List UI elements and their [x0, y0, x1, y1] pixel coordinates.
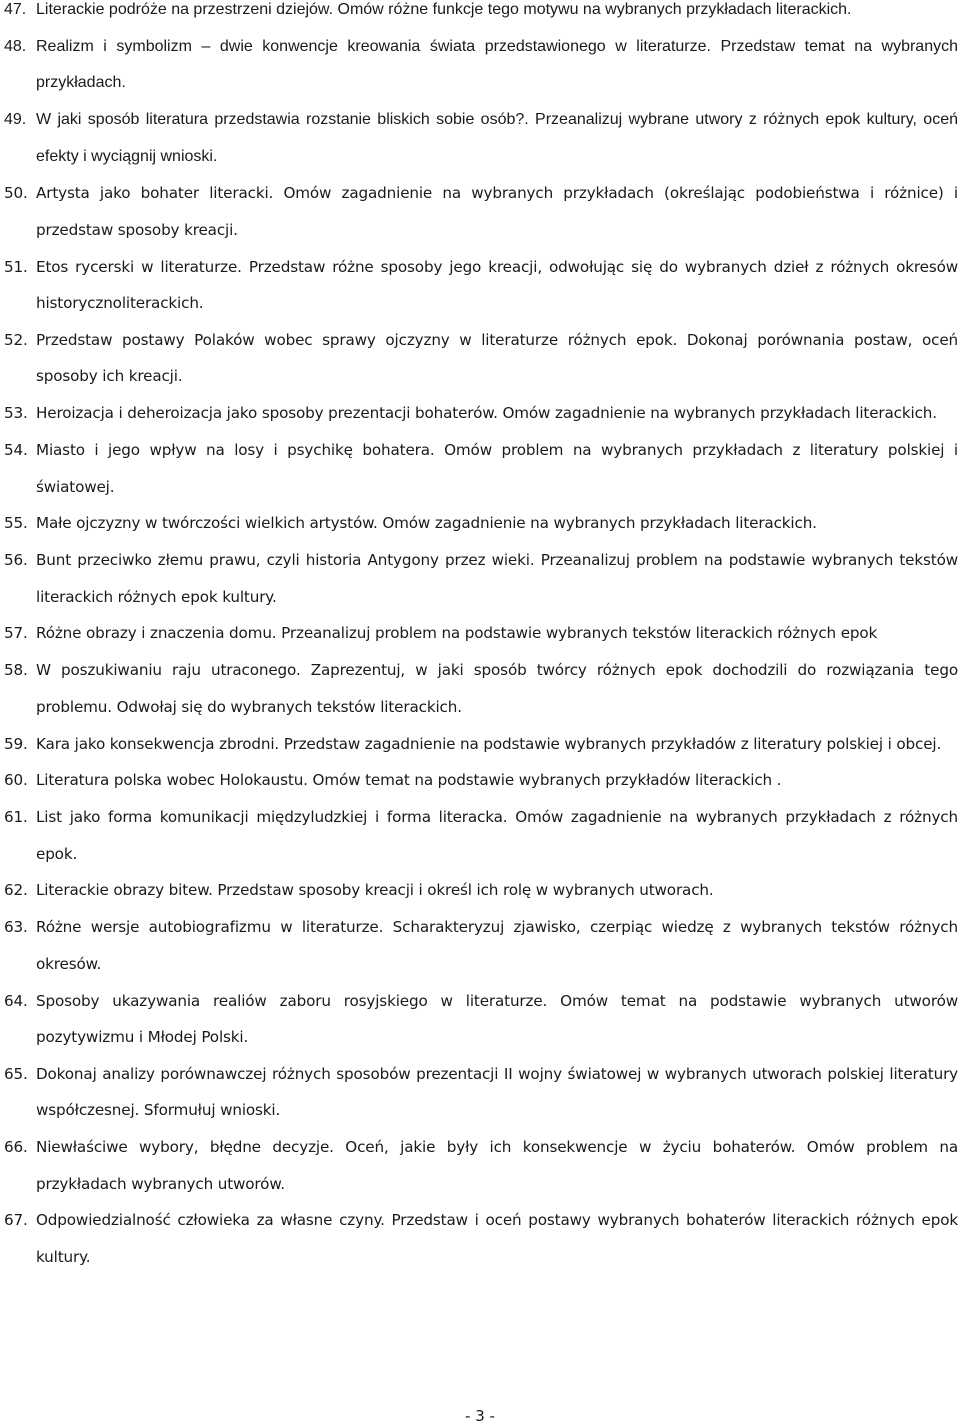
topic-item — [4, 432, 958, 505]
topic-text: Niewłaściwe wybory, błędne decyzje. Oceń, jakie były ich konsekwencje w życiu bohaterów. Omów problem na przykładach wybranych utworów. — [36, 1138, 958, 1193]
topic-text: Różne obrazy i znaczenia domu. Przeanalizuj problem na podstawie wybranych tekstów literackich różnych epok — [36, 624, 878, 643]
topic-number: 67. — [4, 1211, 28, 1230]
topic-text: W poszukiwaniu raju utraconego. Zaprezentuj, w jaki sposób twórcy różnych epok dochodzili do rozwiązania tego problemu. Odwołaj się do wybranych tekstów literackich. — [36, 661, 958, 716]
topic-text: Literackie obrazy bitew. Przedstaw sposoby kreacji i określ ich rolę w wybranych utworach. — [36, 881, 714, 900]
topic-item — [4, 799, 958, 872]
topic-item — [4, 322, 958, 395]
topic-number: 58. — [4, 661, 28, 680]
topic-number: 51. — [4, 257, 28, 276]
topic-item — [4, 249, 958, 322]
topic-text: Literatura polska wobec Holokaustu. Omów temat na podstawie wybranych przykładów literackich . — [36, 771, 782, 790]
topic-text: Realizm i symbolizm – dwie konwencje kreowania świata przedstawionego w literaturze. Przedstaw temat na wybranych przykładach. — [36, 37, 958, 92]
topic-text: Różne wersje autobiografizmu w literaturze. Scharakteryzuj zjawisko, czerpiąc wiedzę z wybranych tekstów różnych okresów. — [36, 918, 958, 973]
topic-number: 64. — [4, 991, 28, 1010]
topic-number: 60. — [4, 771, 28, 790]
topic-number: 63. — [4, 918, 28, 937]
topic-number: 47. — [4, 1, 27, 18]
topic-text: Sposoby ukazywania realiów zaboru rosyjskiego w literaturze. Omów temat na podstawie wybranych utworów pozytywizmu i Młodej Polski. — [36, 991, 958, 1047]
topic-item — [4, 175, 958, 248]
topic-list — [4, 0, 958, 1276]
topic-number: 57. — [4, 624, 28, 643]
topic-item — [4, 505, 958, 542]
topic-item — [4, 872, 958, 909]
topic-number: 55. — [4, 514, 28, 533]
topic-text: Artysta jako bohater literacki. Omów zagadnienie na wybranych przykładach (określając podobieństwa i różnice) i przedstaw sposoby kreacji. — [36, 184, 958, 239]
topic-text: Małe ojczyzny w twórczości wielkich artystów. Omów zagadnienie na wybranych przykładach literackich. — [36, 514, 817, 533]
topic-item — [4, 395, 958, 432]
topic-number: 50. — [4, 184, 28, 203]
topic-number: 49. — [4, 111, 27, 129]
topic-item — [4, 0, 958, 29]
topic-item — [4, 102, 958, 175]
topic-item — [4, 1129, 958, 1202]
topic-text: Odpowiedzialność człowieka za własne czyny. Przedstaw i oceń postawy wybranych bohaterów literackich różnych epok kultury. — [36, 1211, 958, 1266]
topic-number: 54. — [4, 441, 28, 460]
topic-number: 59. — [4, 734, 28, 753]
topic-item — [4, 29, 958, 102]
topic-item — [4, 983, 958, 1056]
topic-text: Miasto i jego wpływ na losy i psychikę bohatera. Omów problem na wybranych przykładach z literatury polskiej i światowej. — [36, 441, 958, 496]
topic-item — [4, 726, 958, 763]
topic-text: Dokonaj analizy porównawczej różnych sposobów prezentacji II wojny światowej w wybranych utworach polskiej literatury współczesnej. Sformułuj wnioski. — [36, 1064, 958, 1120]
topic-number: 53. — [4, 404, 28, 423]
topic-text: Literackie podróże na przestrzeni dziejów. Omów różne funkcje tego motywu na wybranych przykładach literackich. — [36, 1, 852, 18]
topic-text: Heroizacja i deheroizacja jako sposoby prezentacji bohaterów. Omów zagadnienie na wybranych przykładach literackich. — [36, 404, 937, 423]
topic-item — [4, 652, 958, 725]
topic-number: 56. — [4, 551, 28, 570]
topic-number: 61. — [4, 808, 28, 827]
topic-item — [4, 762, 958, 799]
topic-item — [4, 1202, 958, 1275]
topic-item — [4, 615, 958, 652]
topic-number: 52. — [4, 330, 28, 349]
topic-text: W jaki sposób literatura przedstawia rozstanie bliskich sobie osób?. Przeanalizuj wybrane utwory z różnych epok kultury, oceń efekty i wyciągnij wnioski. — [36, 111, 958, 165]
topic-text: Etos rycerski w literaturze. Przedstaw różne sposoby jego kreacji, odwołując się do wybranych dzieł z różnych okresów historycznoliterackich. — [36, 257, 958, 313]
topic-number: 66. — [4, 1138, 28, 1157]
topic-text: Kara jako konsekwencja zbrodni. Przedstaw zagadnienie na podstawie wybranych przykładów z literatury polskiej i obcej. — [36, 734, 942, 753]
topic-text: List jako forma komunikacji międzyludzkiej i forma literacka. Omów zagadnienie na wybranych przykładach z różnych epok. — [36, 808, 958, 863]
topic-number: 62. — [4, 881, 28, 900]
topic-text: Bunt przeciwko złemu prawu, czyli historia Antygony przez wieki. Przeanalizuj problem na podstawie wybranych tekstów literackich różnych epok kultury. — [36, 551, 958, 606]
topic-text: Przedstaw postawy Polaków wobec sprawy ojczyzny w literaturze różnych epok. Dokonaj porównania postaw, oceń sposoby ich kreacji. — [36, 330, 958, 386]
topic-number: 48. — [4, 37, 27, 55]
topic-item — [4, 542, 958, 615]
page-number: - 3 - — [465, 1407, 495, 1425]
topic-number: 65. — [4, 1064, 28, 1083]
topic-item — [4, 909, 958, 982]
topic-item — [4, 1056, 958, 1129]
